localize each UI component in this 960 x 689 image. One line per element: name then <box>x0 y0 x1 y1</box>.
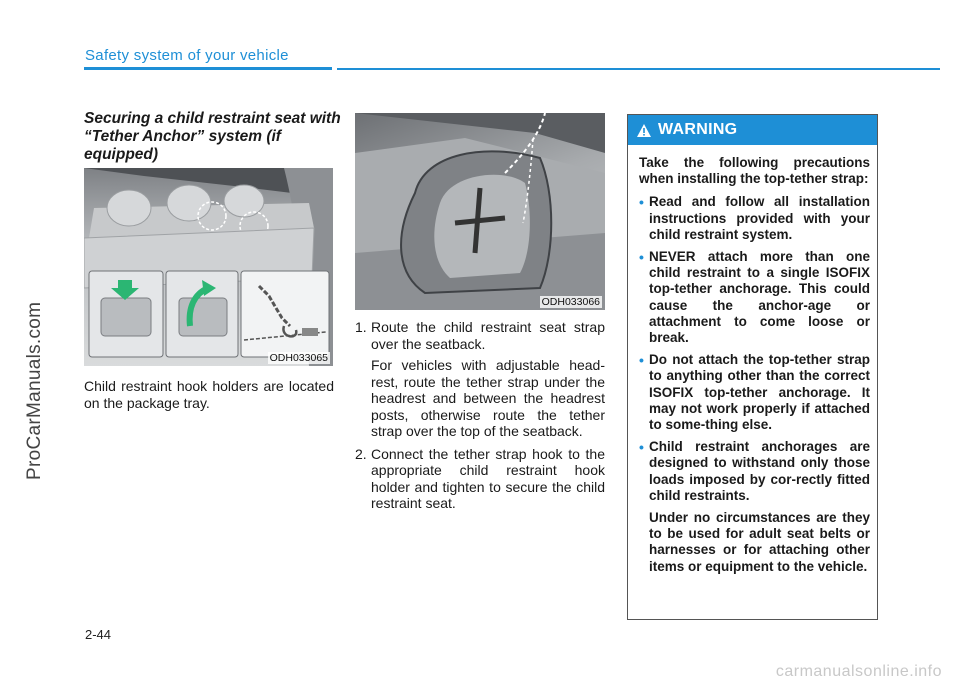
warning-closing: Under no circumstances are they to be used for adult seat belts or harnesses or for attaching other items or equipment to the vehicle. <box>649 510 870 574</box>
warning-item-text: Read and follow all installation instructions provided with your child restraint system. <box>649 194 870 242</box>
header-rule-accent <box>84 67 332 70</box>
warning-item <box>639 194 870 243</box>
rear-seat-illustration <box>84 168 333 366</box>
paragraph-hook-holders: Child restraint hook holders are located on the package tray. <box>84 378 334 411</box>
warning-item-text: Do not attach the top-tether strap to anything other than the correct ISOFIX top-tether anchorage. It may not work properly if attached to some-thing else. <box>649 352 870 433</box>
step-2 <box>355 446 605 512</box>
bullet-icon: • <box>639 249 644 266</box>
warning-item-text: Child restraint anchorages are designed to withstand only those loads imposed by cor-rectly fitted child restraints. <box>649 439 870 503</box>
warning-item <box>639 249 870 346</box>
bullet-icon: • <box>639 439 644 456</box>
warning-intro: Take the following precautions when installing the top-tether strap: <box>639 155 870 187</box>
step-text: Route the child restraint seat strap over the seatback. <box>371 319 605 352</box>
side-watermark: ProCarManuals.com <box>24 301 45 480</box>
warning-body <box>628 145 877 575</box>
figure-code: ODH033065 <box>269 352 328 364</box>
step-text: Connect the tether strap hook to the appropriate child restraint hook holder and tighten to secure the child restraint seat. <box>371 445 605 511</box>
section-title: Safety system of your vehicle <box>85 47 289 64</box>
figure-tether-hook-holders <box>84 168 333 366</box>
footer-watermark: carmanualsonline.info <box>775 663 942 680</box>
child-seat-illustration <box>355 113 605 310</box>
warning-header <box>628 115 877 145</box>
step-number: 1. <box>355 319 367 335</box>
warning-item <box>639 352 870 433</box>
step-number: 2. <box>355 445 367 462</box>
step-note: For vehicles with adjustable head-rest, route the tether strap under the headrest and between the headrest posts, otherwise route the tether strap over the top of the seatback. <box>371 357 605 439</box>
warning-title: WARNING <box>658 121 738 138</box>
figure-child-seat <box>355 113 605 310</box>
warning-item <box>639 439 870 504</box>
figure-code: ODH033066 <box>541 296 600 308</box>
bullet-icon: • <box>639 352 644 369</box>
warning-box <box>627 114 878 620</box>
warning-triangle-icon <box>636 123 652 138</box>
page-number: 2-44 <box>85 627 112 642</box>
warning-item-text: NEVER attach more than one child restraint to a single ISOFIX top-tether anchorage. This could cause the anchor-age or attachment to come loose or break. <box>649 249 870 346</box>
step-1 <box>355 319 605 440</box>
section-heading: Securing a child restraint seat with “Tether Anchor” system (if equipped) <box>84 110 341 163</box>
installation-steps <box>355 319 605 518</box>
bullet-icon: • <box>639 194 644 211</box>
header-rule <box>337 68 940 70</box>
